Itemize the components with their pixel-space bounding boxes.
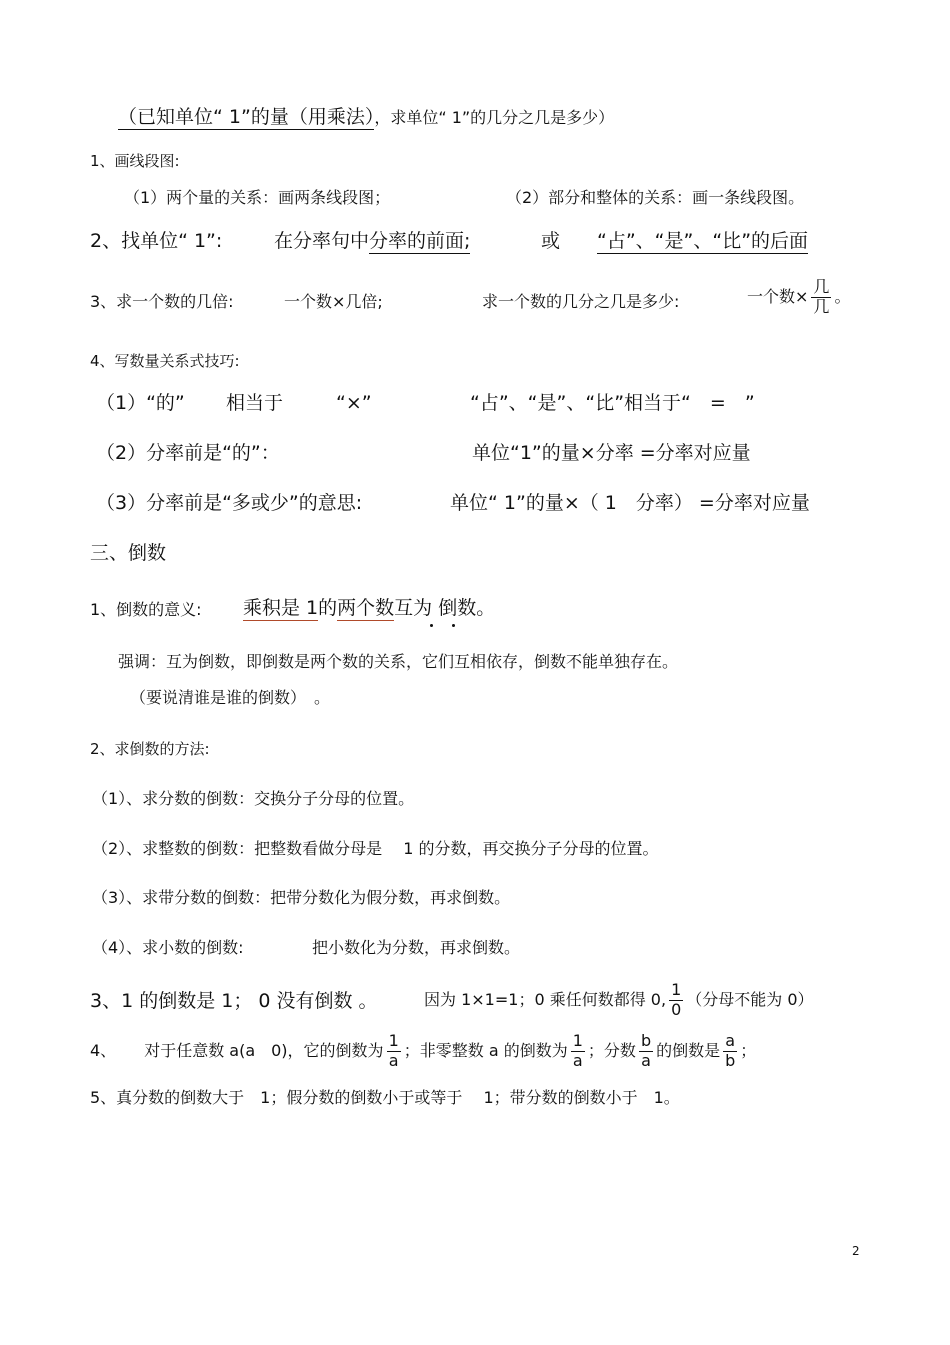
page-number: 2 (852, 1244, 860, 1258)
item3-part2: 一个数×几倍; (284, 292, 383, 311)
fraction-b-over-a: $\frac{b}{a}$ (640, 1031, 652, 1070)
item2-text-c-wrap (597, 230, 808, 253)
method-4a: （4）、求小数的倒数: (92, 938, 244, 957)
item3b-big: 3、1 的倒数是 1； 0 没有倒数 。 (90, 990, 378, 1012)
emphasis-dot (430, 624, 433, 627)
meaning-part-e: 倒数。 (432, 597, 496, 619)
item4-r1-a: （1）“的” (96, 392, 185, 414)
emphasis-dot (452, 624, 455, 627)
item2-line (274, 230, 470, 253)
method-4b: 把小数化为分数，再求倒数。 (312, 938, 521, 957)
item4-title: 4、写数量关系式技巧: (90, 352, 240, 370)
meaning-part-c: 两个数 (337, 597, 395, 619)
item4-r1-c: “×” (336, 392, 372, 414)
meaning-note1: 强调：互为倒数，即倒数是两个数的关系，它们互相依存，倒数不能单独存在。 (118, 652, 679, 671)
item2-or: 或 (541, 230, 561, 252)
item1-sub2: （2）部分和整体的关系：画一条线段图。 (506, 188, 805, 207)
item5-text: 5、真分数的倒数大于 1；假分数的倒数小于或等于 1；带分数的倒数小于 1。 (90, 1088, 680, 1107)
item3b-reason-line (424, 982, 814, 1019)
fraction-1-over-0: $\frac{1}{0}$ (671, 980, 682, 1019)
header-line (118, 106, 614, 129)
method-1: （1）、求分数的倒数：交换分子分母的位置。 (92, 789, 415, 808)
item4-r2-a: （2）分率前是“的”： (96, 442, 280, 464)
meaning-part-d: 互为 (394, 597, 433, 619)
header-question: ，求单位“ 1”的几分之几是多少） (374, 108, 615, 127)
method-2: （2）、求整数的倒数：把整数看做分母是 1 的分数，再交换分子分母的位置。 (92, 839, 659, 858)
item4b-text1: 对于任意数 a(a 0)，它的倒数为 (144, 1040, 384, 1060)
item4b-text3: ；分数 (587, 1040, 636, 1060)
item3-part1: 3、求一个数的几倍: (90, 292, 234, 311)
item4-r2-b: 单位“1”的量×分率 =分率对应量 (472, 442, 751, 464)
item3-part4: 一个数× (747, 286, 809, 306)
meaning-definition (243, 597, 495, 620)
fraction-1-over-a: $\frac{1}{a}$ (388, 1031, 399, 1070)
item4b-line (90, 1033, 756, 1070)
item4-r1-b: 相当于 (226, 392, 284, 414)
item4b-end: ； (740, 1040, 757, 1060)
item2-prefix: 2、找单位“ 1”: (90, 230, 223, 252)
item2-text-b: 分率的前面; (369, 230, 471, 252)
item4-r3-b: 单位“ 1”的量×（ 1 分率） =分率对应量 (450, 492, 810, 514)
meaning-part-a: 乘积是 1 (243, 597, 319, 619)
meaning-prefix: 1、倒数的意义: (90, 600, 202, 619)
item4-r3-a: （3）分率前是“多或少”的意思: (96, 492, 363, 514)
fraction-ji-over-ji: $\frac{\text{几}}{\text{几}}$ (813, 277, 830, 316)
item3-part3: 求一个数的几分之几是多少: (482, 292, 680, 311)
item1-sub1: （1）两个量的关系：画两条线段图； (124, 188, 391, 207)
header-known-unit: （已知单位“ 1”的量（用乘法） (118, 106, 375, 128)
item2-text-a: 在分率句中 (274, 230, 370, 252)
method-3: （3）、求带分数的倒数：把带分数化为假分数，再求倒数。 (92, 888, 511, 907)
fraction-a-over-b: $\frac{a}{b}$ (725, 1031, 736, 1070)
item3b-reason: 因为 1×1=1；0 乘任何数都得 0, (424, 989, 667, 1009)
methods-title: 2、求倒数的方法: (90, 740, 210, 758)
item3b-end: （分母不能为 0） (686, 989, 814, 1009)
fraction-1-over-a: $\frac{1}{a}$ (572, 1031, 583, 1070)
item3-part4-line: 一个数× $\frac{\text{几}}{\text{几}}$ 。 (747, 277, 851, 316)
item4b-prefix: 4、 (90, 1040, 117, 1060)
meaning-note2: （要说清谁是谁的倒数） 。 (130, 688, 331, 707)
item4-r1-d: “占”、“是”、“比”相当于“ = ” (470, 392, 755, 414)
meaning-part-b: 的 (318, 597, 338, 619)
item4b-text2: ；非零整数 a 的倒数为 (403, 1040, 568, 1060)
item1-title: 1、画线段图: (90, 152, 180, 170)
item2-text-c: “占”、“是”、“比”的后面 (597, 230, 809, 252)
item4b-text4: 的倒数是 (656, 1040, 721, 1060)
section3-heading: 三、倒数 (90, 542, 167, 564)
